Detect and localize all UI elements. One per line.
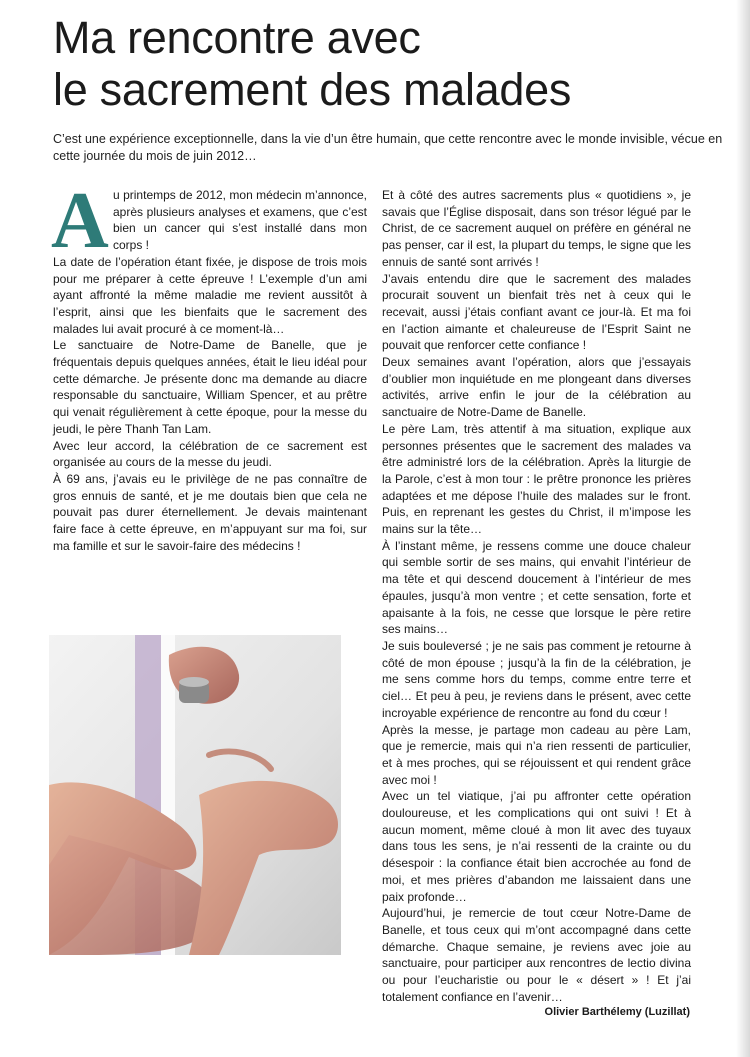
anointing-hands-photo	[49, 635, 341, 955]
paragraph: Aujourd’hui, je remercie de tout cœur Notre-Dame de Banelle, et tous ceux qui m’ont accompagné dans cette démarche. Chaque semaine, je reviens avec joie au sanctuaire, pour participer aux rencontres de lectio divina ou pour l’eucharistie ou pour le « désert » ! Et j’ai totalement confiance en l’avenir…	[382, 906, 691, 1004]
photo-illustration	[49, 635, 341, 955]
paragraph: Avec un tel viatique, j’ai pu affronter cette opération douloureuse, et les complications qui ont suivi ! Et à aucun moment, même cloué à mon lit avec des tuyaux dans tous les sens, je n’ai ressenti de la crainte ou du désespoir : la confiance était bien accrochée au fond de moi, et mes prières d’abandon me laissaient dans une paix profonde…	[382, 789, 691, 904]
title-line-1: Ma rencontre avec	[53, 12, 421, 63]
paragraph: J’avais entendu dire que le sacrement des malades procurait souvent un bienfait très net à ceux qui le recevait, aussi j’étais confiant avant ce jour-là. Et ma foi en l’action aimante et chaleureuse de l’Esprit Saint ne pouvait que renforcer cette confiance !	[382, 271, 691, 353]
paragraph: Le sanctuaire de Notre-Dame de Banelle, que je fréquentais depuis quelques années, était le lieu idéal pour cette démarche. Je présente donc ma demande au diacre responsable du sanctuaire, William Spencer, et au prêtre qui venait régulièrement à cette époque, pour la messe du jeudi, le père Thanh Tan Lam.	[53, 338, 367, 436]
right-column	[382, 187, 691, 1005]
paragraph: À l’instant même, je ressens comme une douce chaleur qui semble sortir de ses mains, qui envahit l’intérieur de ma tête et qui descend doucement à l’intérieur de mes épaules, jusqu’à mon ventre ; et cette sensation, forte et apaisante à la fois, ne cesse que lorsque le père retire ses mains…	[382, 538, 691, 637]
paragraph: Et à côté des autres sacrements plus « quotidiens », je savais que l’Église disposait, dans son trésor légué par le Christ, de ce sacrement auquel on préfère en général ne pas penser, car il est, la plupart du temps, le signe que les ennuis de santé sont arrivés !	[382, 188, 691, 269]
article-title	[53, 12, 733, 116]
paragraph: À 69 ans, j’avais eu le privilège de ne pas connaître de gros ennuis de santé, et je me doutais bien que cela ne pouvait pas durer éternellement. Je devais maintenant faire face à cette épreuve, en m’appuyant sur ma foi, sur ma famille et sur le savoir-faire des médecins !	[53, 471, 367, 553]
oil-stock-lid	[179, 677, 209, 687]
title-line-2: le sacrement des malades	[53, 64, 572, 115]
paragraph: Après la messe, je partage mon cadeau au père Lam, que je remercie, mais qui n’a rien ressenti de particulier, et à mes proches, qui se réjouissent et qui rendent grâce avec moi !	[382, 722, 691, 787]
paragraph: Je suis bouleversé ; je ne sais pas comment je retourne à côté de mon épouse ; jusqu’à la fin de la célébration, je me sens comme hors du temps, comme entre terre et ciel… Et peu à peu, je reviens dans le présent, avec cette incroyable expérience de rencontre au fond du cœur !	[382, 638, 691, 720]
paragraph: u printemps de 2012, mon médecin m’annonce, après plusieurs analyses et examens, que c’est bien un cancer qui s’est installé dans mon corps !	[113, 188, 367, 253]
drop-cap-letter: A	[51, 177, 109, 265]
paragraph: Le père Lam, très attentif à ma situation, explique aux personnes présentes que le sacrement des malades va être administré lors de la célébration. Après la liturgie de la Parole, c’est à mon tour : le prêtre prononce les prières adaptées et me dépose l’huile des malades sur le front. Puis, en reprenant les gestes du Christ, il m’impose les mains sur la tête…	[382, 421, 691, 537]
page-edge-shadow	[736, 0, 750, 1057]
paragraph: Avec leur accord, la célébration de ce sacrement est organisée au cours de la messe du jeudi.	[53, 438, 367, 470]
article-intro: C’est une expérience exceptionnelle, dans la vie d’un être humain, que cette rencontre avec le monde invisible, vécue en cette journée du mois de juin 2012…	[53, 132, 723, 163]
paragraph: La date de l’opération étant fixée, je dispose de trois mois pour me préparer à cette épreuve ! L’exemple d’un ami ayant affronté la même maladie me revient aussitôt à l’esprit, ainsi que les bienfaits que le sacrement des malades lui avait procuré à ce moment-là…	[53, 254, 367, 336]
left-column	[51, 177, 367, 554]
paragraph: Deux semaines avant l’opération, alors que j’essayais d’oublier mon inquiétude en me plongeant dans diverses activités, arrive enfin le jour de la célébration au sanctuaire de Notre-Dame de Banelle.	[382, 355, 691, 420]
author-signature: Olivier Barthélemy (Luzillat)	[544, 1006, 690, 1018]
drop-cap	[51, 177, 109, 265]
